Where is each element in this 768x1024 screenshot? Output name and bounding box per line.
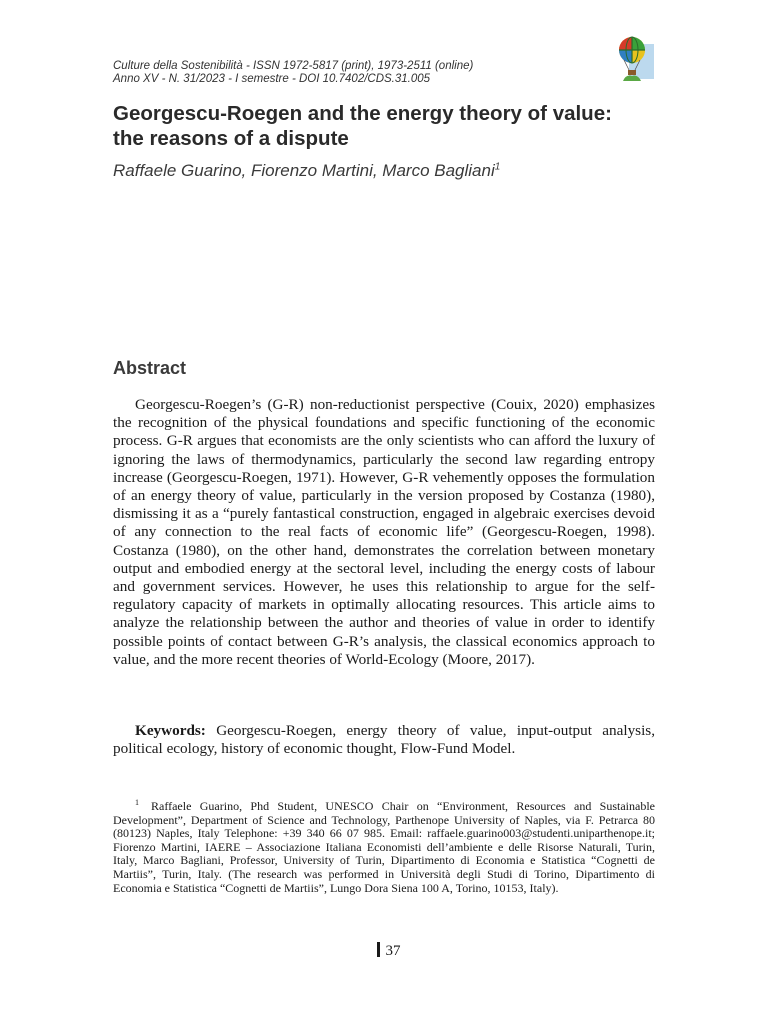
article-title-line-1: Georgescu-Roegen and the energy theory of value:	[113, 102, 612, 125]
page-number-divider	[377, 942, 380, 957]
keywords-list: Georgescu-Roegen, energy theory of value, input-output analysis, political ecology, history of economic thought, Flow-Fund Model.	[113, 722, 656, 758]
abstract-text: Georgescu-Roegen’s (G-R) non-reductionist perspective (Couix, 2020) emphasizes the recognition of the physical foundations and specific functioning of the economic process. G-R argues that economists are the only scientists who can afford the luxury of ignoring the laws of thermodynamics, particularly the second law regarding entropy increase (Georgescu-Roegen, 1971). However, G-R vehemently opposes the formulation of an energy theory of value, particularly in the version proposed by Costanza (1980), dismissing it as a “purely fantastical construction, engaged in algebraic exercises devoid of any connection to the real facts of economic life” (Georgescu-Roegen, 1998). Costanza (1980), on the other hand, demonstrates the correlation between monetary output and embodied energy at the sectoral level, including the energy costs of labour and government services. However, he uses this relationship to argue for the self-regulatory capacity of markets in optimally allocating resources. This article aims to analyze the relationship between the author and theories of value in order to identify possible points of contact between G-R’s analysis, the classical economics approach to value, and the more recent theories of World-Ecology (Moore, 2017).	[113, 396, 655, 668]
page-number	[377, 942, 401, 960]
author-footnote-mark: 1	[494, 161, 501, 173]
page-number-value: 37	[385, 943, 401, 959]
abstract-heading: Abstract	[113, 358, 187, 378]
hot-air-balloon-logo-icon	[609, 34, 655, 82]
journal-issue-line: Anno XV - N. 31/2023 - I semestre - DOI 10.7402/CDS.31.005	[113, 73, 431, 85]
article-authors	[113, 160, 500, 182]
footnote-mark: 1	[135, 798, 139, 807]
keywords-paragraph	[113, 722, 655, 758]
journal-info	[113, 60, 593, 86]
journal-issn-line: Culture della Sostenibilità - ISSN 1972-5817 (print), 1973-2511 (online)	[113, 60, 474, 72]
footnote-text: Raffaele Guarino, Phd Student, UNESCO Chair on “Environment, Resources and Sustainable Development”, Department of Science and Technology, Parthenope University of Naples, via F. Petrarca 80 (80123) Naples, Italy Telephone: +39 340 66 07 985. Email: raffaele.guarino003@studenti.uniparthenope.it; Fiorenzo Martini, IAERE – Associazione Italiana Economisti dell’ambiente e delle Risorse Naturali, Turin, Italy, Marco Bagliani, Professor, University of Turin, Dipartimento di Economia e Statistica “Cognetti de Martiis”, Turin, Italy. (The research was performed in Università degli Studi di Torino, Dipartimento di Economia e Statistica “Cognetti de Martiis”, Lungo Dora Siena 100 A, Torino, 10153, Italy).	[113, 799, 655, 895]
author-names: Raffaele Guarino, Fiorenzo Martini, Marco Bagliani	[113, 161, 495, 180]
article-title-line-2: the reasons of a dispute	[113, 127, 349, 150]
keywords-label: Keywords:	[135, 722, 206, 739]
footnote	[113, 800, 655, 895]
article-title	[113, 101, 673, 151]
